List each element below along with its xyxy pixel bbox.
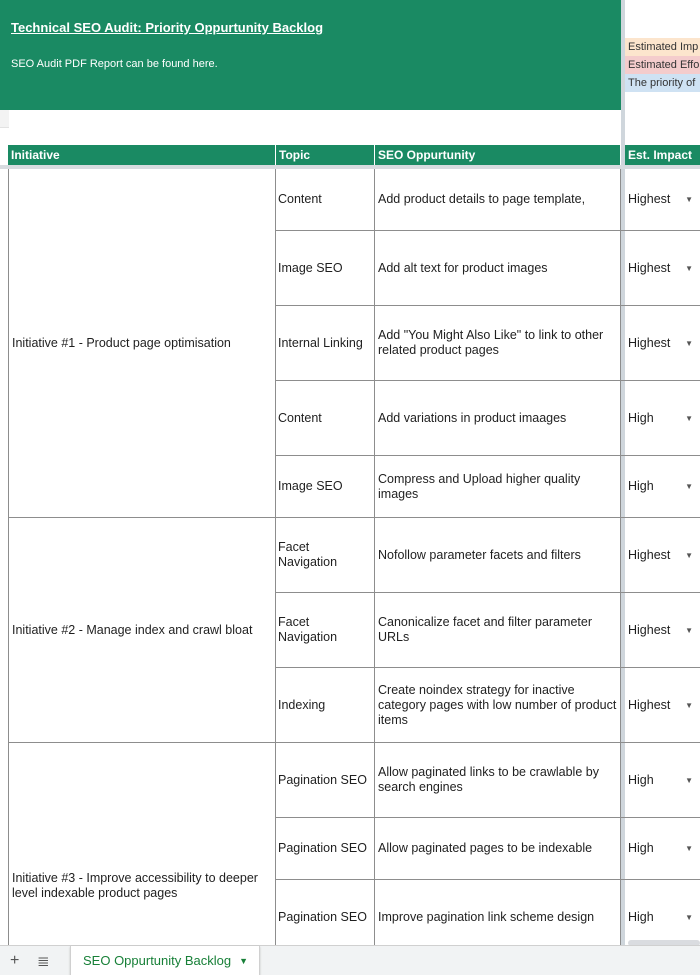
opportunity-cell[interactable]: Improve pagination link scheme design [378,909,595,924]
sheet-list-icon[interactable]: ≣ [37,953,50,970]
header-topic[interactable]: Topic [276,145,375,165]
initiative-cell[interactable]: Initiative #3 - Improve accessibility to deeper level indexable product pages [12,871,258,900]
topic-cell[interactable]: Image SEO [278,479,343,493]
impact-value: High [628,909,654,924]
impact-value: Highest [628,260,671,275]
pdf-report-link[interactable]: SEO Audit PDF Report can be found here. [11,58,218,70]
impact-dropdown[interactable] [625,518,700,592]
impact-value: Highest [628,335,671,350]
topic-cell[interactable]: Pagination SEO [278,909,367,924]
opportunity-cell[interactable]: Add product details to page template, [378,192,586,206]
initiative-cell[interactable]: Initiative #1 - Product page optimisation [12,335,231,350]
opportunity-cell[interactable]: Nofollow parameter facets and filters [378,547,581,562]
sheet-tab-bar [0,945,700,975]
impact-dropdown[interactable] [625,743,700,817]
impact-value: Highest [628,622,671,637]
sheet-title-link[interactable]: Technical SEO Audit: Priority Oppurtunity Backlog [11,20,324,35]
impact-value: High [628,479,654,493]
opportunity-cell[interactable]: Add alt text for product images [378,260,548,275]
topic-cell[interactable]: Indexing [278,697,326,712]
dropdown-arrow-icon[interactable]: ▼ [685,413,693,423]
impact-dropdown[interactable] [625,381,700,455]
opportunity-cell[interactable]: Compress and Upload higher quality images [378,471,581,501]
opportunity-cell[interactable]: Canonicalize facet and filter parameter URLs [378,615,593,644]
dropdown-arrow-icon[interactable]: ▼ [685,700,693,710]
topic-cell[interactable]: Internal Linking [278,335,363,350]
sheet-tab-active[interactable] [70,946,260,975]
impact-value: Highest [628,697,671,712]
row-header-strip [0,110,9,128]
sheet-tab-label: SEO Oppurtunity Backlog [83,953,232,968]
impact-dropdown[interactable] [625,818,700,879]
impact-value: High [628,841,654,855]
header-banner [0,0,621,110]
topic-cell[interactable]: Pagination SEO [278,841,367,855]
impact-value: High [628,772,654,787]
plus-icon[interactable]: + [10,952,20,969]
legend-effort[interactable]: Estimated Effo [625,56,700,74]
dropdown-arrow-icon[interactable]: ▼ [685,550,693,560]
impact-dropdown[interactable] [625,306,700,380]
tab-caret-icon[interactable]: ▼ [239,955,249,966]
topic-cell[interactable]: Content [278,410,322,425]
header-est-impact[interactable]: Est. Impact [625,145,700,165]
impact-value: Highest [628,192,671,206]
impact-value: High [628,410,654,425]
impact-dropdown[interactable] [625,456,700,517]
opportunity-cell[interactable]: Allow paginated links to be crawlable by search engines [378,765,599,794]
topic-cell[interactable]: Pagination SEO [278,772,367,787]
opportunity-cell[interactable]: Add "You Might Also Like" to link to other related product pages [378,328,604,357]
dropdown-arrow-icon[interactable]: ▼ [685,844,693,853]
opportunity-cell[interactable]: Add variations in product imaages [378,410,567,425]
grid-line [620,169,621,945]
impact-value: Highest [628,547,671,562]
topic-cell[interactable]: Facet Navigation [278,540,338,569]
dropdown-arrow-icon[interactable]: ▼ [685,263,693,273]
impact-dropdown[interactable] [625,593,700,667]
dropdown-arrow-icon[interactable]: ▼ [685,338,693,348]
topic-cell[interactable]: Facet Navigation [278,615,338,644]
header-seo-opportunity[interactable]: SEO Oppurtunity [375,145,621,165]
impact-dropdown[interactable] [625,668,700,742]
legend-impact[interactable]: Estimated Imp [625,38,700,56]
impact-dropdown[interactable] [625,880,700,945]
legend-priority[interactable]: The priority of [625,74,700,92]
impact-dropdown[interactable] [625,231,700,305]
dropdown-arrow-icon[interactable]: ▼ [685,775,693,785]
header-initiative[interactable]: Initiative [8,145,276,165]
opportunity-cell[interactable]: Create noindex strategy for inactive category pages with low number of product items [378,682,617,727]
dropdown-arrow-icon[interactable]: ▼ [685,912,693,922]
topic-cell[interactable]: Content [278,192,322,206]
initiative-cell[interactable]: Initiative #2 - Manage index and crawl bloat [12,622,253,637]
impact-dropdown[interactable] [625,169,700,230]
dropdown-arrow-icon[interactable]: ▼ [685,195,693,204]
dropdown-arrow-icon[interactable]: ▼ [685,482,693,491]
opportunity-cell[interactable]: Allow paginated pages to be indexable [378,841,593,855]
dropdown-arrow-icon[interactable]: ▼ [685,625,693,635]
topic-cell[interactable]: Image SEO [278,260,343,275]
